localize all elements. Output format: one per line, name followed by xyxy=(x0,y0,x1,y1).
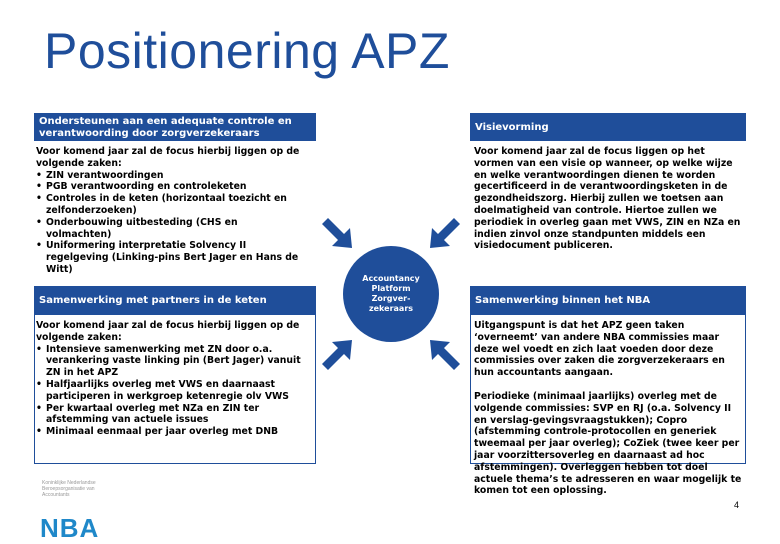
arrow-bottom-right-icon xyxy=(424,334,464,374)
list-item: • ZIN verantwoordingen xyxy=(36,170,304,182)
top-left-list xyxy=(36,170,304,276)
bottom-right-header: Samenwerking binnen het NBA xyxy=(470,286,746,314)
logo-subtitle: Koninklijke Nederlandse Beroepsorganisatie van Accountants xyxy=(42,480,96,498)
page-number: 4 xyxy=(734,500,740,510)
list-item: • Per kwartaal overleg met NZa en ZIN ter afstemming van actuele issues xyxy=(36,403,308,427)
nba-logo: NBA xyxy=(40,513,100,543)
bottom-left-header: Samenwerking met partners in de keten xyxy=(34,286,316,314)
list-item: • Onderbouwing uitbesteding (CHS en volmachten) xyxy=(36,217,304,241)
bottom-left-intro: Voor komend jaar zal de focus hierbij liggen op de volgende zaken: xyxy=(36,320,300,343)
top-left-header: Ondersteunen aan een adequate controle en verantwoording door zorgverzekeraars xyxy=(34,113,316,141)
top-right-header: Visievorming xyxy=(470,113,746,141)
list-item: • PGB verantwoording en controleketen xyxy=(36,181,304,193)
top-left-content xyxy=(36,146,304,276)
bottom-right-para-2: Periodieke (minimaal jaarlijks) overleg met de volgende commissies: SVP en RJ (o.a. Solvency II en verslag-gevingsvraagstukken); Copro (afstemming controle-protocollen en generiek tweemaal per jaar overleg); CoZiek (twee keer per jaar voorzittersoverleg en daarnaast ad hoc afstemmingen). Overleggen hebben tot doel actuele thema’s te adresseren en waar mogelijk te komen tot een oplossing. xyxy=(474,390,742,497)
list-item: • Controles in de keten (horizontaal toezicht en zelfonderzoeken) xyxy=(36,193,304,217)
list-item: • Uniformering interpretatie Solvency II regelgeving (Linking-pins Bert Jager en Hans de Witt) xyxy=(36,240,304,275)
top-right-text: Voor komend jaar zal de focus liggen op het vormen van een visie op wanneer, op welke wijze en welke verantwoordingen dienen te worden gecertificeerd in de verantwoordingsketen in de gezondheidszorg. Hierbij zullen we toetsen aan doelmatigheid van controle. Hiertoe zullen we periodiek in overleg gaan met VWS, ZIN en NZa en indien zinvol onze standpunten middels een visiedocument publiceren. xyxy=(474,146,741,252)
center-label: Accountancy Platform Zorgver-zekeraars xyxy=(362,274,420,313)
bottom-left-list xyxy=(36,344,308,438)
arrow-top-right-icon xyxy=(424,214,464,254)
bottom-right-para-1: Uitgangspunt is dat het APZ geen taken ‘overneemt’ van andere NBA commissies maar deze wel voedt en zich laat voeden door deze commissies over zaken die zorgverzekeraars en hun accountants aangaan. xyxy=(474,320,725,379)
page-title: Positionering APZ xyxy=(44,23,450,79)
list-item: • Minimaal eenmaal per jaar overleg met DNB xyxy=(36,426,308,438)
list-item: • Halfjaarlijks overleg met VWS en daarnaast participeren in werkgroep ketenregie olv VWS xyxy=(36,379,308,403)
center-circle xyxy=(343,246,439,342)
bottom-right-content xyxy=(474,320,744,497)
bottom-left-content xyxy=(36,320,308,438)
arrow-top-left-icon xyxy=(318,214,358,254)
arrow-bottom-left-icon xyxy=(318,334,358,374)
list-item: • Intensieve samenwerking met ZN door o.a. verankering vaste linking pin (Bert Jager) vanuit ZN in het APZ xyxy=(36,344,308,379)
top-left-intro: Voor komend jaar zal de focus hierbij liggen op de volgende zaken: xyxy=(36,146,300,169)
